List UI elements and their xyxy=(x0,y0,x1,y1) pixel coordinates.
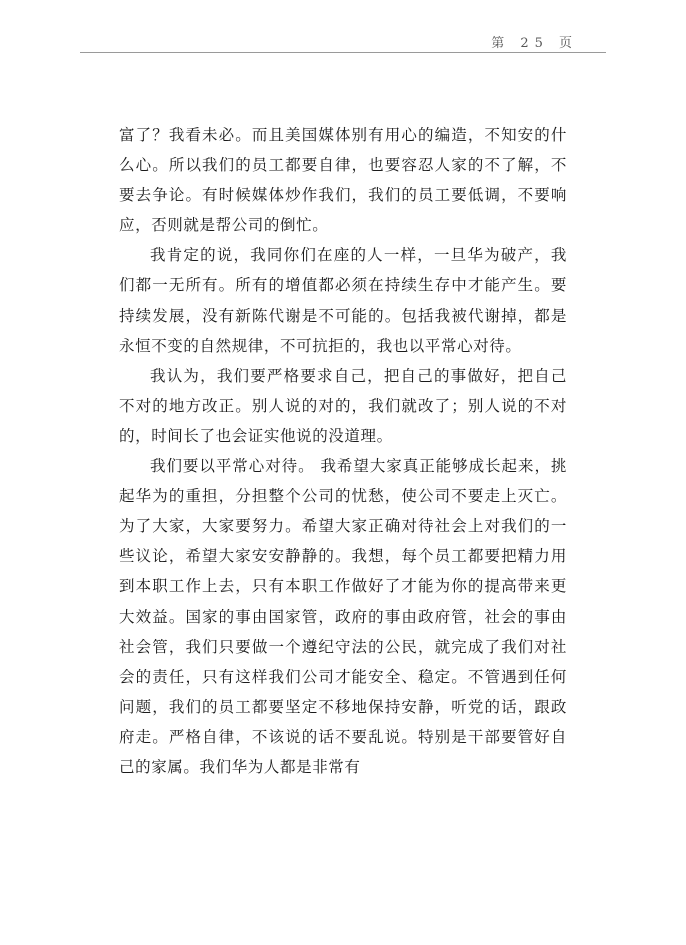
paragraph-1: 富了？我看未必。而且美国媒体别有用心的编造，不知安的什么心。所以我们的员工都要自律，也要容忍人家的不了解，不要去争论。有时候媒体炒作我们，我们的员工要低调，不要响应，否则就是帮公司的倒忙。 xyxy=(119,126,567,235)
paragraph-2: 我肯定的说，我同你们在座的人一样，一旦华为破产，我们都一无所有。所有的增值都必须在持续生存中才能产生。要持续发展，没有新陈代谢是不可能的。包括我被代谢掉，都是永恒不变的自然规律，不可抗拒的，我也以平常心对待。 xyxy=(119,246,567,355)
page-header xyxy=(80,30,606,53)
page-number: 第 25 页 xyxy=(491,36,578,51)
document-body xyxy=(119,120,567,782)
paragraph-4: 我们要以平常心对待。 我希望大家真正能够成长起来，挑起华为的重担，分担整个公司的忧愁，使公司不要走上灭亡。为了大家，大家要努力。希望大家正确对待社会上对我们的一些议论，希望大家安安静静的。我想，每个员工都要把精力用到本职工作上去，只有本职工作做好了才能为你的提高带来更大效益。国家的事由国家管，政府的事由政府管，社会的事由社会管，我们只要做一个遵纪守法的公民，就完成了我们对社会的责任，只有这样我们公司才能安全、稳定。不管遇到任何问题，我们的员工都要坚定不移地保持安静，听党的话，跟政府走。严格自律，不该说的话不要乱说。特别是干部要管好自己的家属。我们华为人都是非常有 xyxy=(119,457,567,776)
paragraph-3: 我认为，我们要严格要求自己，把自己的事做好，把自己不对的地方改正。别人说的对的，我们就改了；别人说的不对的，时间长了也会证实他说的没道理。 xyxy=(119,366,567,445)
